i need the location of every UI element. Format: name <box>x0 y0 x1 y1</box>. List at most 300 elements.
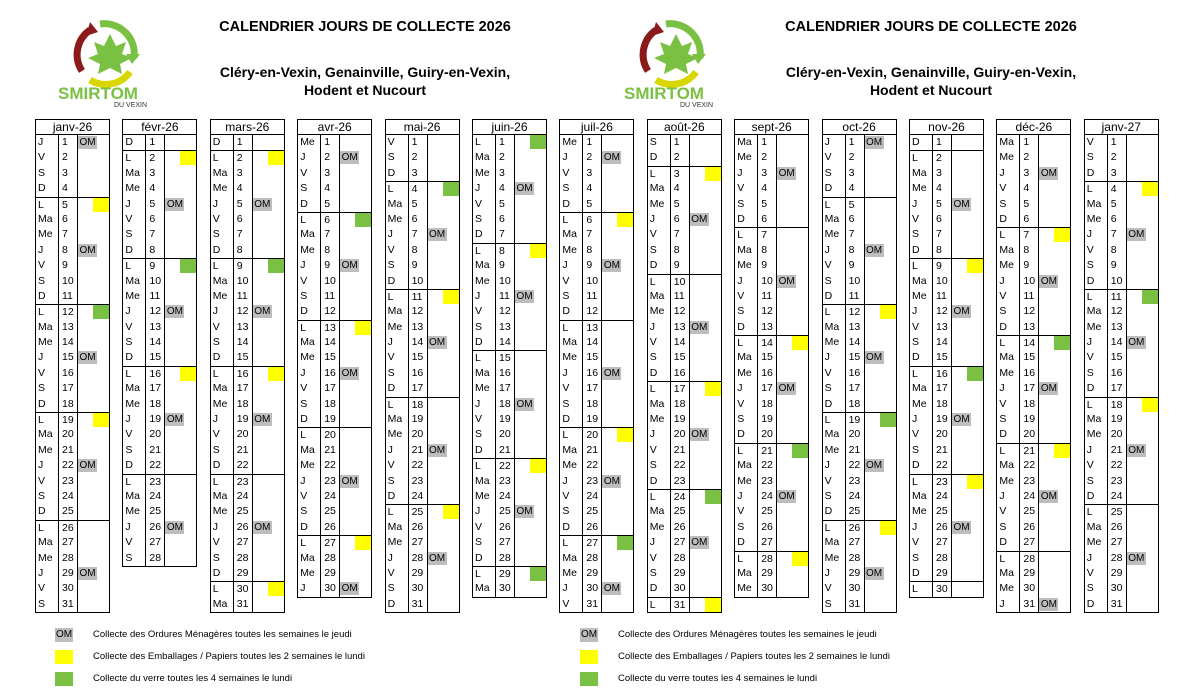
om-badge: OM <box>79 567 96 579</box>
collection-cell <box>1127 135 1158 150</box>
day-number: 21 <box>495 443 515 458</box>
collection-cell <box>78 566 109 581</box>
collection-cell <box>865 335 896 350</box>
day-number: 25 <box>408 505 428 519</box>
day-row <box>560 551 633 566</box>
collection-cell <box>690 412 721 427</box>
om-badge: OM <box>1128 337 1145 349</box>
day-number: 3 <box>408 166 428 181</box>
day-row <box>36 443 109 458</box>
day-number: 9 <box>320 258 340 273</box>
om-swatch: OM <box>580 629 598 640</box>
day-row <box>823 320 896 335</box>
collection-cell <box>690 458 721 473</box>
weekday-label: Me <box>300 566 315 579</box>
collection-cell <box>253 274 284 289</box>
collection-cell <box>515 197 546 212</box>
day-row <box>560 381 633 396</box>
day-row <box>298 274 371 289</box>
collection-cell <box>1127 443 1158 458</box>
day-number: 6 <box>145 212 165 227</box>
emballages-marker <box>268 151 284 165</box>
day-number: 17 <box>408 381 428 396</box>
collection-cell <box>777 458 808 473</box>
collection-cell <box>952 320 983 335</box>
day-number: 12 <box>408 304 428 319</box>
weekday-label: Ma <box>562 228 577 241</box>
collection-cell <box>515 212 546 227</box>
weekday-label: Me <box>475 382 490 395</box>
weekday-label: L <box>562 537 569 550</box>
month-header: janv-27 <box>1085 120 1158 135</box>
collection-cell <box>690 335 721 350</box>
day-row <box>123 366 196 381</box>
day-number: 21 <box>845 443 865 458</box>
collection-cell <box>1127 551 1158 566</box>
day-number: 17 <box>233 381 253 396</box>
collection-cell <box>777 350 808 365</box>
collection-cell <box>1039 350 1070 365</box>
day-number: 1 <box>58 135 78 150</box>
om-badge: OM <box>166 521 183 533</box>
weekday-label: L <box>125 260 132 273</box>
day-row <box>386 212 459 227</box>
day-row <box>36 289 109 304</box>
collection-cell <box>165 166 196 181</box>
day-number: 27 <box>320 536 340 550</box>
day-row <box>648 335 721 350</box>
verre-marker <box>93 305 109 319</box>
collection-cell <box>1127 505 1158 519</box>
verre-marker <box>443 182 459 196</box>
day-row <box>560 166 633 181</box>
collection-cell <box>515 443 546 458</box>
collection-cell <box>515 289 546 304</box>
collection-cell <box>602 150 633 165</box>
day-number: 5 <box>1019 197 1039 212</box>
day-number: 23 <box>495 474 515 489</box>
weekday-label: Me <box>999 151 1014 164</box>
day-number: 15 <box>320 350 340 365</box>
day-number: 11 <box>845 289 865 304</box>
collection-cell <box>1127 381 1158 396</box>
month-column <box>122 119 197 567</box>
day-number: 27 <box>495 535 515 550</box>
collection-cell <box>515 535 546 550</box>
day-row <box>298 320 371 335</box>
day-row <box>473 504 546 519</box>
day-number: 28 <box>320 551 340 566</box>
weekday-label: L <box>38 521 44 534</box>
day-row <box>997 566 1070 581</box>
day-number: 28 <box>1019 552 1039 566</box>
collection-cell <box>253 166 284 181</box>
collection-cell <box>952 243 983 258</box>
collection-cell <box>777 320 808 335</box>
day-row <box>123 397 196 412</box>
om-badge: OM <box>778 490 795 502</box>
day-number: 26 <box>1107 520 1127 535</box>
day-row <box>823 166 896 181</box>
day-row <box>386 258 459 273</box>
collection-cell <box>602 504 633 519</box>
collection-cell <box>865 320 896 335</box>
om-badge: OM <box>516 183 533 195</box>
day-number: 22 <box>845 458 865 473</box>
legend-text-emballages: Collecte des Emballages / Papiers toutes les 2 semaines le lundi <box>93 651 365 662</box>
month-header: août-26 <box>648 120 721 135</box>
om-badge: OM <box>603 475 620 487</box>
collection-cell <box>515 244 546 258</box>
day-row <box>211 489 284 504</box>
collection-cell <box>952 535 983 550</box>
om-badge: OM <box>1128 552 1145 564</box>
day-row <box>473 566 546 581</box>
logo-subtext: DU VEXIN <box>114 102 148 108</box>
day-number: 12 <box>320 304 340 319</box>
weekday-label: L <box>999 552 1006 565</box>
day-row <box>298 397 371 412</box>
day-row <box>910 304 983 319</box>
day-row <box>211 535 284 550</box>
collection-cell <box>428 597 459 612</box>
weekday-label: S <box>999 305 1007 318</box>
day-row <box>36 520 109 535</box>
day-number: 28 <box>582 551 602 566</box>
day-row <box>36 197 109 212</box>
collection-cell <box>340 150 371 165</box>
day-row <box>648 243 721 258</box>
collection-cell <box>428 398 459 412</box>
day-number: 31 <box>670 598 690 612</box>
emballages-marker <box>1142 398 1158 412</box>
collection-cell <box>602 197 633 212</box>
collection-cell <box>515 412 546 427</box>
collection-cell <box>428 551 459 566</box>
weekday-label: D <box>649 366 658 379</box>
day-row <box>823 304 896 319</box>
emballages-marker <box>880 305 896 319</box>
collection-cell <box>428 520 459 535</box>
day-row <box>648 274 721 289</box>
weekday-label: D <box>912 566 920 579</box>
collection-cell <box>78 258 109 273</box>
weekday-label: Ma <box>387 197 403 210</box>
weekday-label: Ma <box>999 243 1014 256</box>
day-row <box>36 274 109 289</box>
day-row <box>648 258 721 273</box>
collection-cell <box>1039 228 1070 242</box>
om-badge: OM <box>866 567 883 579</box>
day-row <box>473 381 546 396</box>
weekday-label: Me <box>38 443 53 456</box>
weekday-label: S <box>38 597 46 610</box>
weekday-label: Me <box>38 551 53 564</box>
day-number: 13 <box>233 320 253 335</box>
day-row <box>910 320 983 335</box>
collection-cell <box>690 227 721 242</box>
weekday-label: L <box>475 244 481 257</box>
weekday-label: S <box>475 212 483 225</box>
day-number: 27 <box>233 535 253 550</box>
day-row <box>997 458 1070 473</box>
day-row <box>123 458 196 473</box>
day-row <box>560 412 633 427</box>
weekday-label: L <box>562 321 569 334</box>
month-header: févr-26 <box>123 120 196 135</box>
day-row <box>123 412 196 427</box>
day-row <box>386 381 459 396</box>
day-number: 18 <box>845 397 865 412</box>
day-number: 21 <box>145 443 165 458</box>
collection-cell <box>1039 552 1070 566</box>
day-number: 26 <box>145 520 165 535</box>
weekday-label: S <box>212 336 220 349</box>
weekday-label: D <box>212 351 221 364</box>
day-number: 28 <box>408 551 428 566</box>
day-row <box>648 197 721 212</box>
day-number: 30 <box>845 581 865 596</box>
om-swatch: OM <box>55 629 73 640</box>
day-row <box>910 581 983 596</box>
day-row <box>386 274 459 289</box>
weekday-label: S <box>912 443 920 456</box>
weekday-label: Ma <box>38 428 53 441</box>
collection-cell <box>253 597 284 612</box>
collection-cell <box>428 381 459 396</box>
weekday-label: Me <box>125 182 140 195</box>
weekday-label: J <box>562 151 568 164</box>
day-row <box>910 412 983 427</box>
day-row <box>648 520 721 535</box>
day-number: 9 <box>582 258 602 273</box>
day-number: 31 <box>408 597 428 612</box>
day-row <box>823 135 896 150</box>
weekday-label: D <box>737 320 745 333</box>
weekday-label: Me <box>300 351 315 364</box>
day-number: 19 <box>1107 412 1127 427</box>
day-row <box>123 274 196 289</box>
day-number: 3 <box>495 166 515 181</box>
om-badge: OM <box>778 383 795 395</box>
day-number: 23 <box>145 475 165 489</box>
verre-marker <box>530 135 546 149</box>
day-number: 9 <box>233 259 253 273</box>
collection-cell <box>690 197 721 212</box>
day-row <box>735 381 808 396</box>
collection-cell <box>165 504 196 519</box>
day-number: 1 <box>1107 135 1127 150</box>
collection-cell <box>865 366 896 381</box>
weekday-label: Ma <box>300 443 315 456</box>
weekday-label: V <box>737 505 745 518</box>
weekday-label: V <box>212 428 220 441</box>
weekday-label: V <box>912 320 920 333</box>
day-number: 28 <box>670 551 690 566</box>
day-row <box>36 212 109 227</box>
weekday-label: J <box>38 351 44 364</box>
weekday-label: D <box>125 351 133 364</box>
weekday-label: J <box>125 413 131 426</box>
day-row <box>123 350 196 365</box>
day-number: 24 <box>670 490 690 504</box>
collection-cell <box>865 474 896 489</box>
day-row <box>211 258 284 273</box>
collection-cell <box>690 350 721 365</box>
emballages-marker <box>705 167 721 181</box>
collection-cell <box>340 350 371 365</box>
day-row <box>298 227 371 242</box>
day-number: 14 <box>932 335 952 350</box>
weekday-label: D <box>649 474 658 487</box>
day-number: 1 <box>757 135 777 150</box>
day-row <box>823 597 896 612</box>
day-row <box>123 150 196 165</box>
weekday-label: Ma <box>562 443 577 456</box>
day-row <box>1085 227 1158 242</box>
collection-cell <box>340 397 371 412</box>
collection-cell <box>777 150 808 165</box>
collection-cell <box>1039 258 1070 273</box>
day-number: 13 <box>670 320 690 335</box>
collection-cell <box>253 350 284 365</box>
day-row <box>735 551 808 566</box>
weekday-label: Ma <box>300 551 315 564</box>
weekday-label: Me <box>212 182 228 195</box>
weekday-label: D <box>912 136 920 148</box>
om-badge: OM <box>341 260 358 272</box>
collection-cell <box>690 382 721 396</box>
day-row <box>997 581 1070 596</box>
day-row <box>211 566 284 581</box>
weekday-label: L <box>125 152 132 165</box>
weekday-label: L <box>824 198 831 211</box>
weekday-label: L <box>475 460 481 473</box>
collection-cell <box>952 566 983 581</box>
collection-cell <box>690 535 721 550</box>
weekday-label: V <box>562 166 570 179</box>
day-row <box>123 289 196 304</box>
logo-text: SMIRTOM <box>624 84 704 103</box>
collection-cell <box>690 504 721 519</box>
day-row <box>298 474 371 489</box>
emballages-marker <box>268 582 284 596</box>
day-row <box>1085 581 1158 596</box>
weekday-label: Ma <box>824 536 840 549</box>
day-row <box>560 597 633 612</box>
day-row <box>298 166 371 181</box>
day-row <box>36 135 109 150</box>
day-row <box>298 566 371 581</box>
collection-cell <box>690 135 721 150</box>
weekday-label: V <box>300 382 308 395</box>
emballages-marker <box>1142 182 1158 196</box>
day-row <box>211 243 284 258</box>
weekday-label: J <box>562 366 568 379</box>
emballages-marker <box>705 382 721 396</box>
collection-cell <box>952 412 983 427</box>
day-row <box>211 150 284 165</box>
collection-cell <box>602 412 633 427</box>
day-number: 6 <box>932 212 952 227</box>
weekday-label: Ma <box>649 397 665 410</box>
weekday-label: Me <box>387 428 403 441</box>
day-number: 14 <box>408 335 428 350</box>
day-number: 29 <box>845 566 865 581</box>
weekday-label: J <box>38 459 44 472</box>
day-row <box>910 427 983 442</box>
weekday-label: L <box>125 367 132 380</box>
weekday-label: S <box>1086 474 1094 487</box>
collection-cell <box>1127 150 1158 165</box>
om-badge: OM <box>516 398 533 410</box>
collection-cell <box>865 413 896 427</box>
collection-cell <box>602 181 633 196</box>
day-row <box>473 335 546 350</box>
collection-cell <box>165 535 196 550</box>
day-number: 9 <box>58 258 78 273</box>
day-number: 17 <box>145 381 165 396</box>
collection-cell <box>777 504 808 519</box>
collection-cell <box>165 427 196 442</box>
day-row <box>823 412 896 427</box>
day-number: 20 <box>320 428 340 442</box>
day-row <box>735 320 808 335</box>
day-number: 14 <box>757 336 777 350</box>
day-number: 18 <box>495 397 515 412</box>
weekday-label: L <box>300 429 307 442</box>
day-row <box>36 597 109 612</box>
day-row <box>1085 166 1158 181</box>
day-number: 16 <box>670 366 690 381</box>
day-row <box>123 181 196 196</box>
day-row <box>473 458 546 473</box>
page-title: CALENDRIER JOURS DE COLLECTE 2026 <box>785 19 1077 35</box>
day-number: 28 <box>145 551 165 566</box>
weekday-label: V <box>125 536 133 549</box>
weekday-label: Ma <box>649 289 665 302</box>
weekday-label: V <box>824 151 832 164</box>
day-row <box>386 412 459 427</box>
day-row <box>298 289 371 304</box>
om-badge: OM <box>79 137 96 148</box>
day-number: 18 <box>582 397 602 412</box>
day-number: 23 <box>582 474 602 489</box>
day-number: 14 <box>145 335 165 350</box>
day-number: 15 <box>582 350 602 365</box>
collection-cell <box>165 458 196 473</box>
day-row <box>386 166 459 181</box>
day-row <box>560 504 633 519</box>
day-number: 17 <box>757 381 777 396</box>
weekday-label: S <box>649 243 657 256</box>
day-number: 22 <box>145 458 165 473</box>
om-badge: OM <box>603 583 620 595</box>
collection-cell <box>602 304 633 319</box>
day-row <box>997 335 1070 350</box>
om-badge: OM <box>603 260 620 272</box>
day-number: 13 <box>1019 320 1039 335</box>
day-row <box>298 304 371 319</box>
day-number: 11 <box>582 289 602 304</box>
weekday-label: D <box>475 551 483 564</box>
collection-cell <box>253 443 284 458</box>
weekday-label: S <box>824 489 832 502</box>
verre-marker <box>880 413 896 427</box>
collection-cell <box>253 197 284 212</box>
collection-cell <box>340 428 371 442</box>
day-number: 19 <box>1019 412 1039 427</box>
